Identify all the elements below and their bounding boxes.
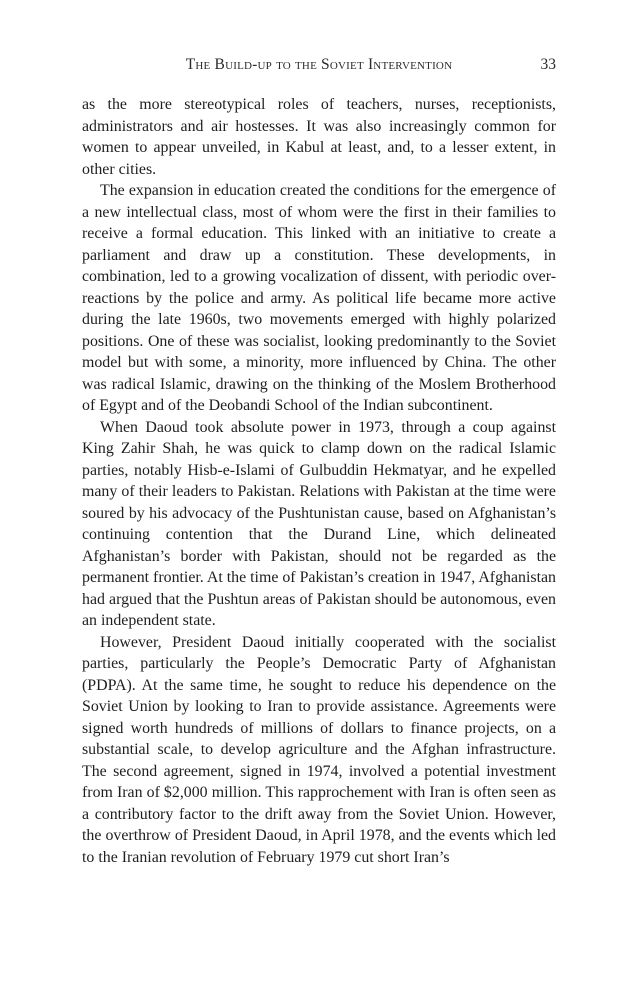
paragraph-continued: as the more stereotypical roles of teachers, nurses, receptionists, administrators and air hostesses. It was also increasingly common for women to appear unveiled, in Kabul at least, and, to a lesser extent, in other cities. bbox=[82, 96, 556, 178]
paragraph-daoud-iran: However, President Daoud initially cooperated with the socialist parties, particularly the People’s Democratic Party of Afghanistan (PDPA). At the same time, he sought to reduce his dependence on the Soviet Union by looking to Iran to provide assistance. Agreements were signed worth hundreds of millions of dollars to finance projects, on a substantial scale, to develop agriculture and the Afghan infrastructure. The second agreement, signed in 1974, involved a potential investment from Iran of $2,000 million. This rapprochement with Iran is often seen as a contributory factor to the drift away from the Soviet Union. However, the overthrow of President Daoud, in April 1978, and the events which led to the Iranian revolution of February 1979 cut short Iran’s bbox=[82, 633, 556, 866]
body-text bbox=[82, 94, 556, 868]
page-number: 33 bbox=[540, 56, 556, 73]
running-header bbox=[82, 56, 556, 80]
paragraph-education: The expansion in education created the conditions for the emergence of a new intellectual class, most of whom were the first in their families to receive a formal education. This linked with an initiative to create a parliament and draw up a constitution. These developments, in combination, led to a growing vocalization of dissent, with periodic over-reactions by the police and army. As political life became more active during the late 1960s, two movements emerged with highly polarized positions. One of these was socialist, looking predominantly to the Soviet model but with some, a minority, more influenced by China. The other was radical Islamic, drawing on the thinking of the Moslem Brotherhood of Egypt and of the Deobandi School of the Indian subcontinent. bbox=[82, 182, 556, 414]
paragraph-daoud-coup: When Daoud took absolute power in 1973, through a coup against King Zahir Shah, he was quick to clamp down on the radical Islamic parties, notably Hisb-e-Islami of Gulbuddin Hekmatyar, and he expelled many of their leaders to Pakistan. Relations with Pakistan at the time were soured by his advocacy of the Pushtunistan cause, based on Afghanistan’s continuing contention that the Durand Line, which delineated Afghanistan’s border with Pakistan, should not be regarded as the permanent frontier. At the time of Pakistan’s creation in 1947, Afghanistan had argued that the Pushtun areas of Pakistan should be autonomous, even an independent state. bbox=[82, 418, 556, 629]
running-title: The Build-up to the Soviet Intervention bbox=[185, 56, 453, 73]
